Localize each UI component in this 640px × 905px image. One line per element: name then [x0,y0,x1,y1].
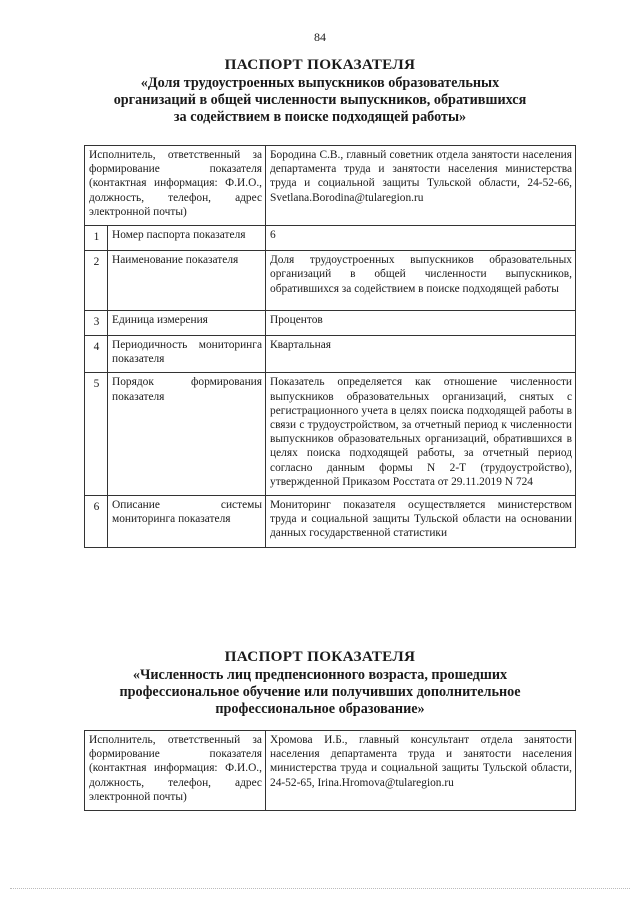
row-label: Порядок формирования показателя [108,373,266,496]
passport-1-table [84,145,576,548]
executor-row [85,731,576,811]
executor-row [85,146,576,226]
passport-2-heading [60,648,580,718]
row-value: Доля трудоустроенных выпускников образовательных организаций в общей численности выпускников, обратившихся за содействием в поиске подходящей работы [266,251,576,311]
passport-1-title: ПАСПОРТ ПОКАЗАТЕЛЯ [224,56,416,73]
passport-1-subtitle-line: организаций в общей численности выпускников, обратившихся [113,92,527,108]
row-value: Мониторинг показателя осуществляется министерством труда и социальной защиты Тульской области на основании данных государственной статистики [266,496,576,548]
row-value: Процентов [266,310,576,335]
row-label: Единица измерения [108,310,266,335]
passport-2-subtitle-line: профессиональное обучение или получивших дополнительное [119,684,521,700]
passport-1-heading [60,56,580,126]
table-row [85,336,576,373]
row-number: 3 [85,310,108,335]
row-value: 6 [266,226,576,251]
row-number: 2 [85,251,108,311]
row-label: Описание системы мониторинга показателя [108,496,266,548]
table-row [85,226,576,251]
passport-2-table [84,730,576,811]
page-footer-divider [10,888,630,889]
table-row [85,496,576,548]
row-label: Номер паспорта показателя [108,226,266,251]
executor-label: Исполнитель, ответственный за формирование показателя (контактная информация: Ф.И.О., должность, телефон, адрес электронной почты) [85,731,266,811]
row-number: 1 [85,226,108,251]
passport-2-subtitle-line: профессиональное образование» [215,701,425,717]
row-number: 4 [85,336,108,373]
passport-1-subtitle-line: «Доля трудоустроенных выпускников образовательных [140,75,500,91]
row-number: 5 [85,373,108,496]
page-number: 84 [314,30,326,44]
executor-label: Исполнитель, ответственный за формирование показателя (контактная информация: Ф.И.О., должность, телефон, адрес электронной почты) [85,146,266,226]
row-label: Наименование показателя [108,251,266,311]
executor-value: Бородина С.В., главный советник отдела занятости населения департамента труда и занятости населения министерства труда и социальной защиты Тульской области, 24-52-66, Svetlana.Borodina@tularegion.ru [266,146,576,226]
table-row [85,373,576,496]
row-value: Квартальная [266,336,576,373]
row-value: Показатель определяется как отношение численности выпускников образовательных организаций, снятых с регистрационного учета в целях поиска подходящей работы в связи с трудоустройством, за отчетный период к численности выпускников образовательных организаций, обратившихся в целях поиска подходящей работы, за отчетный период согласно данным формы N 2-Т (трудоустройство), утвержденной Приказом Росстата от 29.11.2019 N 724 [266,373,576,496]
row-number: 6 [85,496,108,548]
passport-2-subtitle-line: «Численность лиц предпенсионного возраста, прошедших [132,667,508,683]
passport-1-subtitle-line: за содействием в поиске подходящей работы» [173,109,467,125]
passport-2-title: ПАСПОРТ ПОКАЗАТЕЛЯ [224,648,416,665]
table-row [85,310,576,335]
table-row [85,251,576,311]
executor-value: Хромова И.Б., главный консультант отдела занятости населения департамента труда и занятости населения министерства труда и социальной защиты Тульской области, 24-52-65, Irina.Hromova@tularegion.ru [266,731,576,811]
row-label: Периодичность мониторинга показателя [108,336,266,373]
